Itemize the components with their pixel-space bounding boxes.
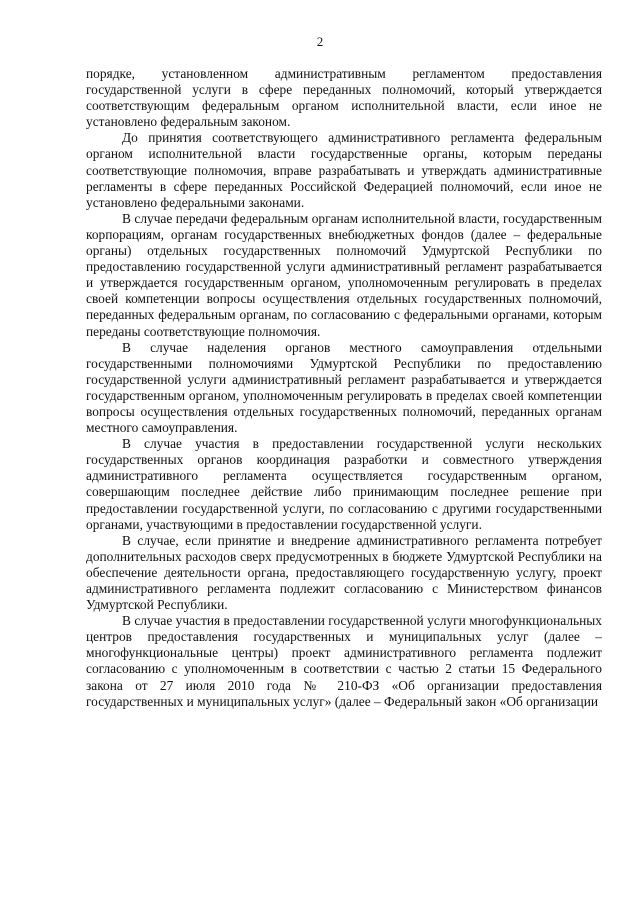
document-body: [86, 66, 602, 710]
paragraph: В случае, если принятие и внедрение административного регламента потребует дополнительных расходов сверх предусмотренных в бюджете Удмуртской Республики на обеспечение деятельности органа, предоставляющего государственную услугу, проект административного регламента подлежит согласованию с Министерством финансов Удмуртской Республики.: [86, 532, 602, 613]
page-number: 2: [316, 34, 324, 49]
paragraph-continuation: порядке, установленном административным регламентом предоставления государственной услуги в сфере переданных полномочий, который утверждается соответствующим федеральным органом исполнительной власти, если иное не установлено федеральным законом.: [86, 66, 602, 130]
paragraph: В случае участия в предоставлении государственной услуги нескольких государственных органов координация разработки и совместного утверждения административного регламента осуществляется государственным органом, совершающим последнее действие либо принимающим последнее решение при предоставлении государственной услуги, по согласованию с другими государственными органами, участвующими в предоставлении государственной услуги.: [86, 436, 602, 532]
paragraph: В случае передачи федеральным органам исполнительной власти, государственным корпорациям, органам государственных внебюджетных фондов (далее – федеральные органы) отдельных государственных полномочий Удмуртской Республики по предоставлению государственной услуги административный регламент разрабатывается и утверждается государственным органом, уполномоченным регулировать в пределах своей компетенции вопросы осуществления отдельных государственных полномочий, переданных федеральным органам, по согласованию с федеральными органами, которым переданы соответствующие полномочия.: [86, 210, 602, 339]
paragraph: В случае наделения органов местного самоуправления отдельными государственными полномочиями Удмуртской Республики по предоставлению государственной услуги административный регламент разрабатывается и утверждается государственным органом, уполномоченным регулировать в пределах своей компетенции вопросы осуществления отдельных государственных полномочий, переданных органам местного самоуправления.: [86, 339, 602, 436]
paragraph-trailing: В случае участия в предоставлении государственной услуги многофункциональных центров предоставления государственных и муниципальных услуг (далее – многофункциональные центры) проект административного регламента подлежит согласованию с уполномоченным в соответствии с частью 2 статьи 15 Федерального закона от 27 июля 2010 года № 210-ФЗ «Об организации предоставления государственных и муниципальных услуг» (далее – Федеральный закон «Об организации: [86, 613, 602, 709]
paragraph: До принятия соответствующего административного регламента федеральным органом исполнительной власти государственные органы, которым переданы соответствующие полномочия, вправе разрабатывать и утверждать административные регламенты в сфере переданных Российской Федерацией полномочий, если иное не установлено федеральными законами.: [86, 130, 602, 210]
